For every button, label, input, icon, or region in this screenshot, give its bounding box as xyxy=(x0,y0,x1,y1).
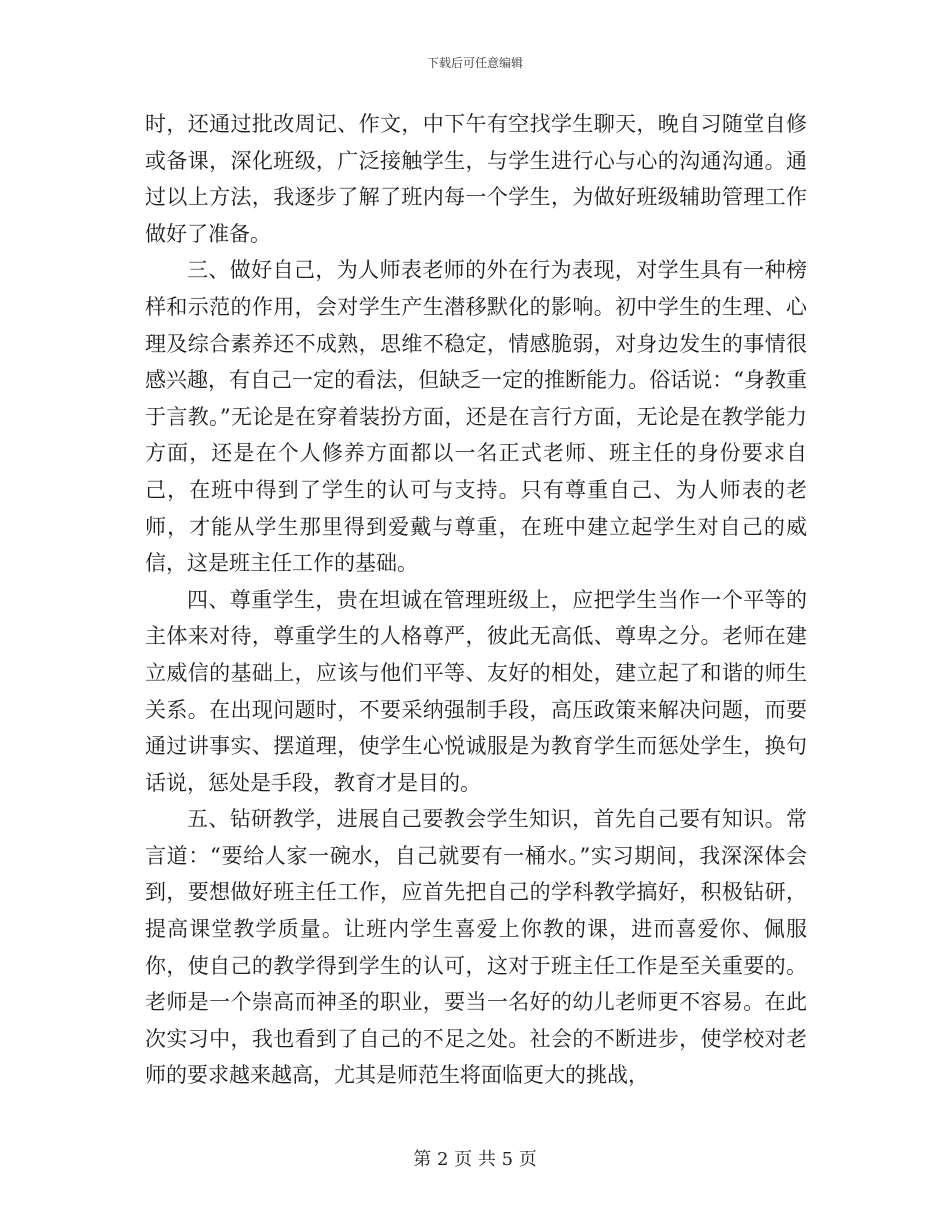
paragraph-2: 三、做好自己，为人师表老师的外在行为表现，对学生具有一种榜样和示范的作用，会对学生产生潜移默化的影响。初中学生的生理、心理及综合素养还不成熟，思维不稳定，情感脆弱，对身边发生的事情很感兴趣，有自己一定的看法，但缺乏一定的推断能力。俗话说：“身教重于言教。”无论是在穿着装扮方面，还是在言行方面，无论是在教学能力方面，还是在个人修养方面都以一名正式老师、班主任的身份要求自己，在班中得到了学生的认可与支持。只有尊重自己、为人师表的老师，才能从学生那里得到爱戴与尊重，在班中建立起学生对自己的威信，这是班主任工作的基础。 xyxy=(145,258,807,576)
paragraph-4: 五、钻研教学，进展自己要教会学生知识，首先自己要有知识。常言道：“要给人家一碗水，自己就要有一桶水。”实习期间，我深深体会到，要想做好班主任工作，应首先把自己的学科教学搞好，积极钻研，提高课堂教学质量。让班内学生喜爱上你教的课，进而喜爱你、佩服你，使自己的教学得到学生的认可，这对于班主任工作是至关重要的。老师是一个崇高而神圣的职业，要当一名好的幼儿老师更不容易。在此次实习中，我也看到了自己的不足之处。社会的不断进步，使学校对老师的要求越来越高，尤其是师范生将面临更大的挑战， xyxy=(145,807,807,1088)
page-number-footer: 第 2 页 共 5 页 xyxy=(413,1149,537,1170)
page-header: 下载后可任意编辑 xyxy=(426,56,523,70)
paragraph-1: 时，还通过批改周记、作文，中下午有空找学生聊天，晚自习随堂自修或备课，深化班级，广泛接触学生，与学生进行心与心的沟通沟通。通过以上方法，我逐步了解了班内每一个学生，为做好班级辅助管理工作做好了准备。 xyxy=(145,112,807,246)
paragraph-3: 四、尊重学生，贵在坦诚在管理班级上，应把学生当作一个平等的主体来对待，尊重学生的人格尊严，彼此无高低、尊卑之分。老师在建立威信的基础上，应该与他们平等、友好的相处，建立起了和谐的师生关系。在出现问题时，不要采纳强制手段，高压政策来解决问题，而要通过讲事实、摆道理，使学生心悦诚服是为教育学生而惩处学生，换句话说，惩处是手段，教育才是目的。 xyxy=(145,587,807,795)
document-body xyxy=(145,106,807,1094)
